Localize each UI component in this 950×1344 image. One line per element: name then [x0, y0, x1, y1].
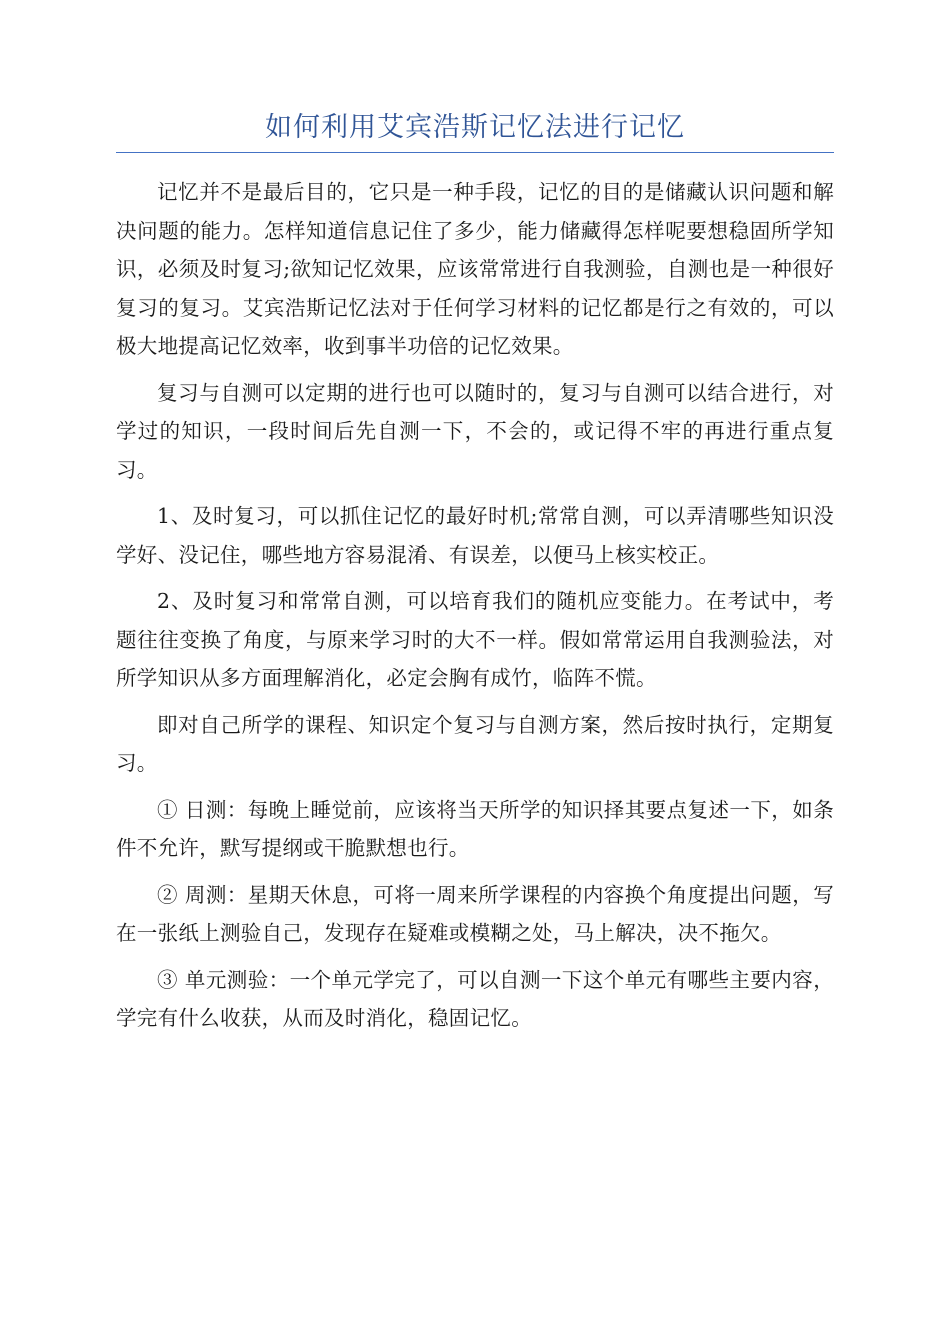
paragraph-weekly-test: ② 周测：星期天休息，可将一周来所学课程的内容换个角度提出问题，写在一张纸上测验自己，发现存在疑难或模糊之处，马上解决，决不拖欠。	[116, 882, 834, 945]
document-page	[116, 108, 834, 1046]
paragraph-point-1: 1、及时复习，可以抓住记忆的最好时机;常常自测，可以弄清哪些知识没学好、没记住，哪些地方容易混淆、有误差，以便马上核实校正。	[116, 504, 834, 567]
paragraph-point-2: 2、及时复习和常常自测，可以培育我们的随机应变能力。在考试中，考题往往变换了角度，与原来学习时的大不一样。假如常常运用自我测验法，对所学知识从多方面理解消化，必定会胸有成竹，临阵不慌。	[116, 589, 834, 690]
paragraph-review-method: 复习与自测可以定期的进行也可以随时的，复习与自测可以结合进行，对学过的知识，一段时间后先自测一下，不会的，或记得不牢的再进行重点复习。	[116, 380, 834, 482]
paragraph-daily-test: ① 日测：每晚上睡觉前，应该将当天所学的知识择其要点复述一下，如条件不允许，默写提纲或干脆默想也行。	[116, 797, 834, 860]
paragraph-intro: 记忆并不是最后目的，它只是一种手段，记忆的目的是储藏认识问题和解决问题的能力。怎样知道信息记住了多少，能力储藏得怎样呢要想稳固所学知识，必须及时复习;欲知记忆效果，应该常常进行自我测验，自测也是一种很好复习的复习。艾宾浩斯记忆法对于任何学习材料的记忆都是行之有效的，可以极大地提高记忆效率，收到事半功倍的记忆效果。	[116, 180, 834, 358]
document-title: 如何利用艾宾浩斯记忆法进行记忆	[116, 108, 834, 153]
paragraph-unit-test: ③ 单元测验：一个单元学完了，可以自测一下这个单元有哪些主要内容，学完有什么收获，从而及时消化，稳固记忆。	[116, 967, 834, 1030]
document-body	[116, 173, 834, 1038]
paragraph-plan: 即对自己所学的课程、知识定个复习与自测方案，然后按时执行，定期复习。	[116, 712, 834, 775]
